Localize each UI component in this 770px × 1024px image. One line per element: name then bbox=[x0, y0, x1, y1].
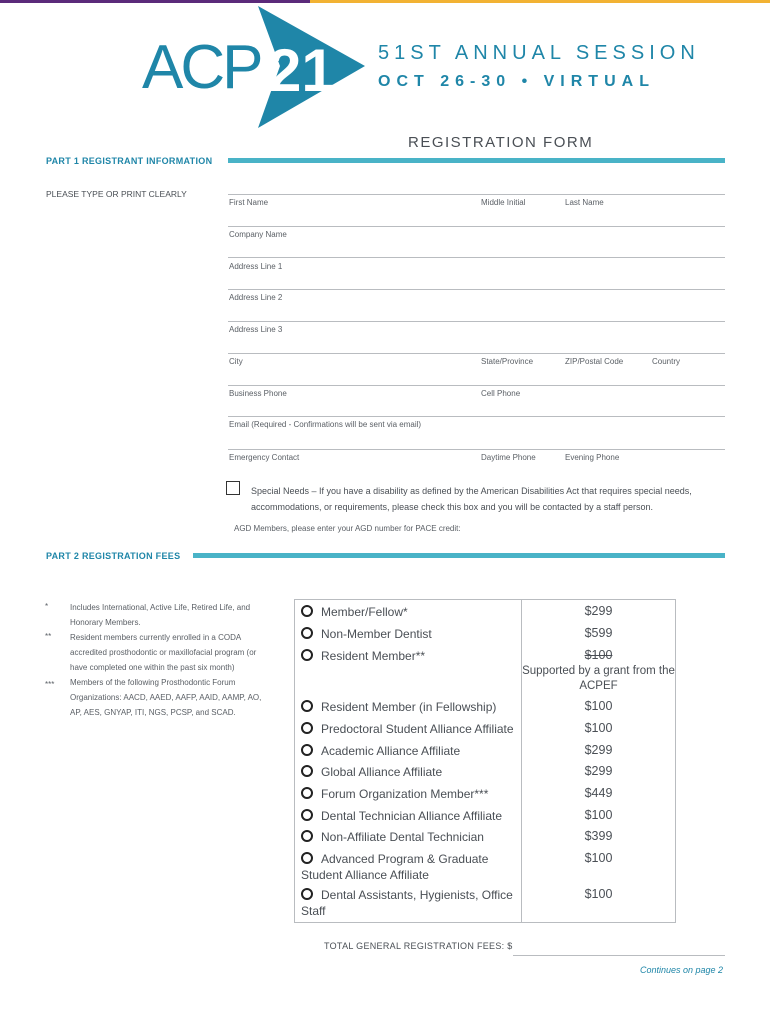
footnote-mark: ** bbox=[45, 632, 52, 641]
registration-fee-table bbox=[294, 599, 676, 923]
company-label: Company Name bbox=[229, 230, 287, 239]
address3-line[interactable] bbox=[228, 321, 725, 322]
fee-price: $100 bbox=[584, 851, 613, 865]
state-label: State/Province bbox=[481, 357, 534, 366]
continues-note: Continues on page 2 bbox=[640, 965, 724, 975]
total-fees-label: TOTAL GENERAL REGISTRATION FEES: $ bbox=[324, 941, 513, 951]
last-name-label: Last Name bbox=[565, 198, 604, 207]
radio-button[interactable] bbox=[301, 852, 313, 864]
fee-name: Non-Member Dentist bbox=[321, 627, 432, 641]
radio-button[interactable] bbox=[301, 700, 313, 712]
fee-option[interactable] bbox=[301, 604, 516, 620]
fee-option[interactable] bbox=[301, 764, 516, 780]
fee-option[interactable] bbox=[301, 829, 516, 845]
radio-button[interactable] bbox=[301, 888, 313, 900]
email-line[interactable] bbox=[228, 416, 725, 417]
top-accent-bar-purple bbox=[0, 0, 310, 3]
logo-number-text: 21 bbox=[268, 37, 335, 104]
radio-button[interactable] bbox=[301, 787, 313, 799]
part1-bar bbox=[228, 158, 725, 163]
fee-option[interactable] bbox=[301, 887, 516, 919]
fee-option[interactable] bbox=[301, 721, 516, 737]
fee-name: Academic Alliance Affiliate bbox=[321, 744, 461, 758]
fee-price: $449 bbox=[584, 786, 613, 800]
total-fees-field[interactable] bbox=[513, 955, 725, 956]
radio-button[interactable] bbox=[301, 830, 313, 842]
part2-heading: PART 2 REGISTRATION FEES bbox=[46, 551, 181, 561]
fee-price: $299 bbox=[584, 743, 613, 757]
fee-option[interactable] bbox=[301, 808, 516, 824]
city-label: City bbox=[229, 357, 243, 366]
fee-price: $100 bbox=[584, 808, 613, 822]
country-label: Country bbox=[652, 357, 681, 366]
agd-note: AGD Members, please enter your AGD number for PACE credit: bbox=[234, 524, 461, 533]
email-label: Email (Required - Confirmations will be sent via email) bbox=[229, 420, 422, 429]
fee-name: Resident Member** bbox=[321, 649, 426, 663]
acp21-logo bbox=[140, 6, 370, 131]
company-line[interactable] bbox=[228, 226, 725, 227]
fee-price: $299 bbox=[584, 764, 613, 778]
form-title: REGISTRATION FORM bbox=[408, 134, 594, 151]
fee-option[interactable] bbox=[301, 626, 516, 642]
footnote-mark: *** bbox=[45, 680, 55, 689]
address1-line[interactable] bbox=[228, 257, 725, 258]
evening-phone-label: Evening Phone bbox=[565, 453, 620, 462]
fee-name: Dental Assistants, Hygienists, Office Staff bbox=[301, 888, 513, 918]
zip-label: ZIP/Postal Code bbox=[565, 357, 624, 366]
address3-label: Address Line 3 bbox=[229, 325, 283, 334]
fee-name: Dental Technician Alliance Affiliate bbox=[321, 809, 503, 823]
part1-heading: PART 1 REGISTRANT INFORMATION bbox=[46, 156, 213, 166]
footnote-text: Members of the following Prosthodontic Forum Organizations: AACD, AAED, AAFP, AAID, AAMP, AO, AP, AES, GNYAP, ITI, NGS, PCSP, and SCAD. bbox=[70, 678, 262, 717]
logo-acp-text: ACP bbox=[142, 33, 261, 102]
emergency-contact-label: Emergency Contact bbox=[229, 453, 300, 462]
fee-price: $100 bbox=[584, 887, 613, 901]
footnote-text: Resident members currently enrolled in a CODA accredited prosthodontic or maxillofacial program (or have completed one within the past six month) bbox=[70, 633, 257, 672]
fee-option[interactable] bbox=[301, 851, 516, 883]
fee-option[interactable] bbox=[301, 699, 516, 715]
daytime-phone-label: Daytime Phone bbox=[481, 453, 536, 462]
radio-button[interactable] bbox=[301, 765, 313, 777]
phone-line[interactable] bbox=[228, 385, 725, 386]
radio-button[interactable] bbox=[301, 722, 313, 734]
fee-option[interactable] bbox=[301, 786, 516, 802]
fee-name: Forum Organization Member*** bbox=[321, 787, 489, 801]
fee-name: Member/Fellow* bbox=[321, 605, 408, 619]
cell-phone-label: Cell Phone bbox=[481, 389, 521, 398]
fee-name: Non-Affiliate Dental Technician bbox=[321, 830, 484, 844]
fee-name: Resident Member (in Fellowship) bbox=[321, 700, 497, 714]
footnote-mark: * bbox=[45, 602, 49, 611]
business-phone-label: Business Phone bbox=[229, 389, 287, 398]
fee-price: $399 bbox=[584, 829, 613, 843]
fee-name: Advanced Program & Graduate Student Alliance Affiliate bbox=[301, 852, 489, 882]
radio-button[interactable] bbox=[301, 627, 313, 639]
session-title: 51ST ANNUAL SESSION bbox=[378, 42, 700, 64]
radio-button[interactable] bbox=[301, 809, 313, 821]
radio-button[interactable] bbox=[301, 649, 313, 661]
fee-option[interactable] bbox=[301, 648, 516, 664]
first-name-label: First Name bbox=[229, 198, 269, 207]
fee-price: $299 bbox=[584, 604, 613, 618]
print-instruction: PLEASE TYPE OR PRINT CLEARLY bbox=[46, 189, 187, 199]
city-line[interactable] bbox=[228, 353, 725, 354]
fee-price: $100 bbox=[584, 721, 613, 735]
fee-name: Global Alliance Affiliate bbox=[321, 765, 443, 779]
address2-label: Address Line 2 bbox=[229, 293, 283, 302]
grant-note: Supported by a grant from the ACPEF bbox=[522, 665, 675, 692]
name-line[interactable] bbox=[228, 194, 725, 195]
radio-button[interactable] bbox=[301, 605, 313, 617]
special-needs-text: Special Needs – If you have a disability as defined by the American Disabilities Act that requires special needs, accommodations, or requirements, please check this box and you will be contacted by a staff person. bbox=[251, 486, 692, 512]
part2-bar bbox=[193, 553, 725, 558]
address1-label: Address Line 1 bbox=[229, 262, 283, 271]
session-dates: OCT 26-30 • VIRTUAL bbox=[378, 73, 655, 90]
fee-price: $100 bbox=[584, 699, 613, 713]
radio-button[interactable] bbox=[301, 744, 313, 756]
address2-line[interactable] bbox=[228, 289, 725, 290]
top-accent-bar-gold bbox=[310, 0, 770, 3]
fee-name: Predoctoral Student Alliance Affiliate bbox=[321, 722, 514, 736]
footnote-text: Includes International, Active Life, Retired Life, and Honorary Members. bbox=[70, 603, 251, 627]
middle-initial-label: Middle Initial bbox=[481, 198, 526, 207]
fee-option[interactable] bbox=[301, 743, 516, 759]
fee-price-struck: $100 bbox=[584, 648, 613, 662]
special-needs-checkbox[interactable] bbox=[226, 481, 240, 495]
fee-price: $599 bbox=[584, 626, 613, 640]
emergency-line[interactable] bbox=[228, 449, 725, 450]
